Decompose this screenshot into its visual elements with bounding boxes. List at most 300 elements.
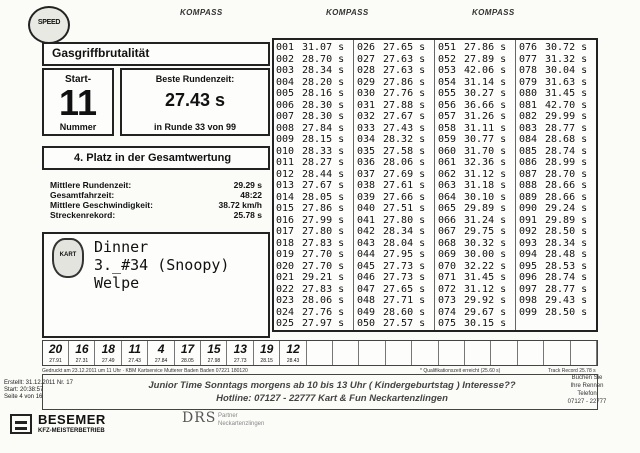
lap-number: 021 xyxy=(276,272,295,283)
info-line: Seite 4 von 16 xyxy=(4,394,43,400)
lap-row xyxy=(436,261,517,273)
lap-row xyxy=(517,100,598,112)
lap-number: 086 xyxy=(519,157,538,168)
start-number-box xyxy=(42,68,114,136)
lap-number: 043 xyxy=(357,237,376,249)
driver-line: Dinner xyxy=(94,238,149,256)
lap-time: 27.86 s xyxy=(464,42,507,53)
lap-time: 27.97 s xyxy=(302,318,345,329)
lap-number: 030 xyxy=(357,88,376,99)
lap-time: 28.50 s xyxy=(545,226,588,237)
stat-label: Gesamtfahrzeit: xyxy=(50,190,115,200)
brand-mark-1: KOMPASS xyxy=(180,8,223,17)
lap-time: 29.89 s xyxy=(545,214,588,226)
position-number: 13 xyxy=(233,342,247,356)
lap-row xyxy=(274,249,355,261)
lap-time: 29.99 s xyxy=(545,111,588,122)
drs-sub-line: Partner xyxy=(218,413,238,419)
position-number: 18 xyxy=(101,342,115,356)
lap-time: 31.26 s xyxy=(464,111,507,122)
position-lap-time: 27.91 xyxy=(49,358,62,364)
lap-column xyxy=(436,42,517,330)
lap-row xyxy=(355,272,436,284)
besemer-subtitle: KFZ-MEISTERBETRIEB xyxy=(38,428,105,434)
lap-time: 27.80 s xyxy=(302,226,345,237)
best-lap-sublabel: in Runde 33 von 99 xyxy=(153,122,237,132)
lap-row xyxy=(517,272,598,284)
lap-time: 28.30 s xyxy=(302,111,345,122)
lap-row xyxy=(517,111,598,123)
lap-number: 058 xyxy=(438,122,457,134)
lap-row xyxy=(355,226,436,238)
position-number: 11 xyxy=(128,342,141,356)
start-sublabel: Nummer xyxy=(59,122,97,132)
lap-row xyxy=(436,295,517,307)
lap-row xyxy=(517,215,598,227)
lap-row xyxy=(355,307,436,319)
lap-time: 30.10 s xyxy=(464,191,507,203)
lap-row xyxy=(517,54,598,66)
lap-row xyxy=(517,295,598,307)
lap-row xyxy=(274,261,355,273)
stat-label: Mittlere Rundenzeit: xyxy=(50,180,132,190)
lap-time: 27.84 s xyxy=(302,122,345,134)
lap-time: 27.70 s xyxy=(302,249,345,260)
lap-number: 063 xyxy=(438,180,457,191)
driver-line: 3._#34 (Snoopy) xyxy=(94,256,230,274)
lap-number: 037 xyxy=(357,168,376,180)
lap-row xyxy=(274,65,355,77)
lap-row xyxy=(436,123,517,135)
lap-row xyxy=(436,192,517,204)
lap-number: 028 xyxy=(357,65,376,76)
lap-number: 038 xyxy=(357,180,376,191)
lap-number: 018 xyxy=(276,237,295,249)
lap-time: 28.66 s xyxy=(545,191,588,203)
position-number: 20 xyxy=(48,342,63,356)
lap-time: 28.34 s xyxy=(302,65,345,76)
lap-time: 27.61 s xyxy=(383,180,426,191)
besemer-sponsor xyxy=(10,412,170,438)
column-divider xyxy=(434,40,435,330)
lap-time: 28.77 s xyxy=(545,122,588,134)
lap-number: 057 xyxy=(438,111,457,122)
position-cell xyxy=(413,341,439,365)
logo-text: SPEED xyxy=(37,19,61,26)
lap-number: 039 xyxy=(357,191,376,203)
lap-number: 012 xyxy=(276,168,295,180)
lap-time: 32.36 s xyxy=(464,157,507,168)
lap-number: 013 xyxy=(276,180,295,191)
lap-number: 073 xyxy=(438,295,457,306)
lap-number: 092 xyxy=(519,226,538,237)
lap-time: 31.11 s xyxy=(464,122,507,134)
qualification-note: * Qualifikationszeit erreicht (25.60 s) xyxy=(420,368,501,374)
lap-time: 28.74 s xyxy=(545,272,588,283)
position-lap-time: 27.73 xyxy=(234,358,247,364)
lap-row xyxy=(517,192,598,204)
lap-row xyxy=(355,88,436,100)
lap-row xyxy=(355,249,436,261)
column-divider xyxy=(353,40,354,330)
lap-row xyxy=(355,238,436,250)
lap-number: 035 xyxy=(357,145,376,157)
lap-number: 077 xyxy=(519,53,538,65)
lap-row xyxy=(517,284,598,296)
lap-number: 078 xyxy=(519,65,538,76)
lap-time: 42.06 s xyxy=(464,65,507,76)
lap-row xyxy=(355,54,436,66)
position-lap-time: 27.31 xyxy=(75,358,89,364)
lap-time: 27.43 s xyxy=(383,122,426,134)
position-number: 16 xyxy=(75,342,89,356)
lap-row xyxy=(274,318,355,330)
lap-row xyxy=(436,134,517,146)
column-divider xyxy=(515,40,516,330)
position-cell xyxy=(149,341,175,365)
lap-number: 066 xyxy=(438,214,457,226)
lap-time: 28.60 s xyxy=(383,306,426,318)
lap-number: 094 xyxy=(519,249,538,260)
lap-time: 30.72 s xyxy=(545,42,588,53)
lap-row xyxy=(517,123,598,135)
lap-row xyxy=(274,77,355,89)
lap-number: 031 xyxy=(357,99,376,111)
lap-number: 064 xyxy=(438,191,457,203)
lap-time: 27.73 s xyxy=(383,260,426,272)
lap-number: 088 xyxy=(519,180,538,191)
stat-value: 48:22 xyxy=(240,190,262,200)
lap-number: 020 xyxy=(276,260,295,272)
booking-box xyxy=(560,374,614,406)
brand-mark-3: KOMPASS xyxy=(472,8,515,17)
lap-number: 044 xyxy=(357,249,376,260)
lap-row xyxy=(274,272,355,284)
stat-value: 25.78 s xyxy=(233,210,262,220)
lap-row xyxy=(517,307,598,319)
lap-row xyxy=(517,42,598,54)
best-lap-box xyxy=(120,68,270,136)
lap-row xyxy=(436,169,517,181)
lap-row xyxy=(274,192,355,204)
stats-list xyxy=(50,180,262,220)
lap-time: 30.00 s xyxy=(464,249,507,260)
lap-number: 033 xyxy=(357,122,376,134)
lap-column xyxy=(355,42,436,330)
lap-number: 010 xyxy=(276,145,295,157)
lap-time: 27.67 s xyxy=(383,111,426,122)
lap-time: 31.12 s xyxy=(464,283,507,295)
stat-value: 38.72 km/h xyxy=(218,200,262,210)
lap-time: 27.51 s xyxy=(383,203,426,214)
lap-number: 053 xyxy=(438,65,457,76)
drs-sponsor: DRS xyxy=(182,410,217,426)
lap-time: 29.89 s xyxy=(464,203,507,214)
position-cell xyxy=(360,341,386,365)
position-lap-time: 27.49 xyxy=(102,358,115,364)
lap-time: 28.05 s xyxy=(302,191,345,203)
lap-row xyxy=(274,226,355,238)
lap-number: 050 xyxy=(357,318,376,329)
position-cell xyxy=(333,341,359,365)
lap-row xyxy=(517,157,598,169)
lap-row xyxy=(436,77,517,89)
lap-row xyxy=(274,284,355,296)
lap-number: 098 xyxy=(519,295,538,306)
driver-names xyxy=(94,238,229,292)
stat-row xyxy=(50,210,262,220)
lap-time: 27.66 s xyxy=(383,191,426,203)
lap-time: 31.45 s xyxy=(545,88,588,99)
lap-number: 090 xyxy=(519,203,538,214)
lap-number: 067 xyxy=(438,226,457,237)
position-cell xyxy=(518,341,544,365)
stat-row xyxy=(50,190,262,200)
lap-time: 30.04 s xyxy=(545,65,588,76)
lap-number: 004 xyxy=(276,76,295,88)
lap-row xyxy=(436,100,517,112)
lap-row xyxy=(355,65,436,77)
emblem-text: KART xyxy=(59,252,77,258)
lap-row xyxy=(274,215,355,227)
lap-number: 042 xyxy=(357,226,376,237)
lap-number: 026 xyxy=(357,42,376,53)
lap-row xyxy=(517,134,598,146)
lap-row xyxy=(436,65,517,77)
stat-label: Mittlere Geschwindigkeit: xyxy=(50,200,153,210)
lap-number: 051 xyxy=(438,42,457,53)
lap-row xyxy=(355,169,436,181)
besemer-name: BESEMER xyxy=(38,412,106,427)
lap-time: 29.75 s xyxy=(464,226,507,237)
lap-time: 27.89 s xyxy=(464,53,507,65)
advert-line-1: Junior Time Sonntags morgens ab 10 bis 13 Uhr ( Kindergeburtstag ) Interesse?? xyxy=(148,380,516,391)
lap-number: 040 xyxy=(357,203,376,214)
lap-row xyxy=(355,295,436,307)
position-cell xyxy=(122,341,148,365)
lap-number: 074 xyxy=(438,306,457,318)
lap-time: 28.32 s xyxy=(383,134,426,145)
lap-time: 27.99 s xyxy=(302,214,345,226)
position-cell xyxy=(545,341,571,365)
lap-number: 079 xyxy=(519,76,538,88)
position-cell xyxy=(175,341,201,365)
lap-number: 032 xyxy=(357,111,376,122)
lap-number: 099 xyxy=(519,306,538,318)
lap-number: 027 xyxy=(357,53,376,65)
lap-number: 059 xyxy=(438,134,457,145)
lap-number: 003 xyxy=(276,65,295,76)
lap-number: 022 xyxy=(276,283,295,295)
lap-number: 017 xyxy=(276,226,295,237)
lap-row xyxy=(355,318,436,330)
lap-row xyxy=(355,146,436,158)
position-number: 12 xyxy=(286,342,300,356)
lap-time: 28.74 s xyxy=(545,145,588,157)
best-lap-time: 27.43 s xyxy=(164,90,226,110)
lap-number: 085 xyxy=(519,145,538,157)
lap-number: 049 xyxy=(357,306,376,318)
lap-number: 096 xyxy=(519,272,538,283)
lap-row xyxy=(436,238,517,250)
lap-number: 054 xyxy=(438,76,457,88)
info-line: Erstellt: 31.12.2011 Nr. 17 xyxy=(4,380,73,386)
lap-number: 034 xyxy=(357,134,376,145)
position-cell xyxy=(465,341,491,365)
lap-time: 27.73 s xyxy=(383,272,426,283)
lap-time: 28.30 s xyxy=(302,99,345,111)
position-number: 4 xyxy=(157,342,165,356)
lap-time: 29.67 s xyxy=(464,306,507,318)
lap-time: 27.76 s xyxy=(302,306,345,318)
team-name: Gasgriffbrutalität xyxy=(52,46,150,60)
lap-time: 31.07 s xyxy=(302,42,345,53)
lap-row xyxy=(436,111,517,123)
start-number: 11 xyxy=(58,82,98,123)
lap-time: 31.14 s xyxy=(464,76,507,88)
placement-box xyxy=(42,146,270,170)
lap-number: 072 xyxy=(438,283,457,295)
lap-time: 28.68 s xyxy=(545,134,588,145)
lap-number: 082 xyxy=(519,111,538,122)
lap-number: 061 xyxy=(438,157,457,168)
position-lap-time: 28.15 xyxy=(260,358,273,364)
position-cell xyxy=(571,341,597,365)
lap-row xyxy=(274,146,355,158)
lap-row xyxy=(517,77,598,89)
booking-line: Ihre Rennen xyxy=(570,383,604,389)
lap-time: 36.66 s xyxy=(464,99,507,111)
lap-number: 009 xyxy=(276,134,295,145)
lap-time: 28.20 s xyxy=(302,76,345,88)
lap-row xyxy=(355,157,436,169)
lap-row xyxy=(517,203,598,215)
lap-row xyxy=(274,307,355,319)
lap-number: 083 xyxy=(519,122,538,134)
lap-column xyxy=(274,42,355,330)
position-number: 15 xyxy=(207,342,221,356)
lap-number: 036 xyxy=(357,157,376,168)
lap-number: 015 xyxy=(276,203,295,214)
lap-row xyxy=(355,134,436,146)
position-cell xyxy=(228,341,254,365)
lap-number: 007 xyxy=(276,111,295,122)
lap-row xyxy=(274,180,355,192)
lap-number: 095 xyxy=(519,260,538,272)
position-lap-time: 27.84 xyxy=(154,358,168,364)
lap-number: 055 xyxy=(438,88,457,99)
driver-box xyxy=(42,232,270,338)
position-cell xyxy=(69,341,95,365)
lap-row xyxy=(274,238,355,250)
lap-row xyxy=(274,295,355,307)
placement-text: 4. Platz in der Gesamtwertung xyxy=(74,152,232,164)
lap-number: 023 xyxy=(276,295,295,306)
lap-time: 27.67 s xyxy=(302,180,345,191)
lap-row xyxy=(436,307,517,319)
lap-row xyxy=(274,134,355,146)
lap-time: 27.71 s xyxy=(383,295,426,306)
lap-row xyxy=(517,249,598,261)
print-info xyxy=(4,380,84,401)
lap-time: 30.32 s xyxy=(464,237,507,249)
lap-row xyxy=(274,111,355,123)
print-note: Gedruckt am 23.12.2011 um 11 Uhr · KBM Kartservice Mutterer Baden Baden 07221 180120 xyxy=(42,368,248,374)
lap-time: 29.43 s xyxy=(545,295,588,306)
lap-number: 097 xyxy=(519,283,538,295)
lap-time: 31.32 s xyxy=(545,53,588,65)
booking-line: Telefon xyxy=(577,391,597,397)
lap-row xyxy=(436,146,517,158)
position-strip xyxy=(42,340,598,366)
lap-row xyxy=(436,54,517,66)
position-cell xyxy=(307,341,333,365)
lap-row xyxy=(436,226,517,238)
lap-time: 28.48 s xyxy=(545,249,588,260)
brand-mark-2: KOMPASS xyxy=(326,8,369,17)
lap-row xyxy=(517,180,598,192)
booking-line: Buchen Sie xyxy=(571,375,603,381)
drs-sub-line: Neckartenzlingen xyxy=(218,421,265,427)
lap-time: 30.27 s xyxy=(464,88,507,99)
track-record-note: Track Record 25.78 s xyxy=(548,368,596,374)
lap-time: 28.77 s xyxy=(545,283,588,295)
driver-line: Welpe xyxy=(94,274,140,292)
position-lap-time: 27.43 xyxy=(128,358,141,364)
position-cell xyxy=(386,341,412,365)
lap-time: 28.44 s xyxy=(302,168,345,180)
lap-time: 27.58 s xyxy=(383,145,426,157)
lap-number: 048 xyxy=(357,295,376,306)
lap-time: 31.45 s xyxy=(464,272,507,283)
lap-time: 27.83 s xyxy=(302,283,345,295)
lap-time: 28.33 s xyxy=(302,145,345,157)
lap-row xyxy=(517,146,598,158)
lap-number: 091 xyxy=(519,214,538,226)
best-lap-label: Beste Rundenzeit: xyxy=(155,74,235,84)
lap-time: 28.06 s xyxy=(383,157,426,168)
lap-time: 28.04 s xyxy=(383,237,426,249)
lap-row xyxy=(517,261,598,273)
lap-row xyxy=(436,272,517,284)
lap-number: 041 xyxy=(357,214,376,226)
lap-time: 28.06 s xyxy=(302,295,345,306)
position-lap-time: 28.43 xyxy=(286,358,300,364)
lap-time: 29.24 s xyxy=(545,203,588,214)
lap-row xyxy=(436,88,517,100)
lap-row xyxy=(436,318,517,330)
lap-time: 27.65 s xyxy=(383,42,426,53)
lap-time: 28.15 s xyxy=(302,134,345,145)
kart-emblem xyxy=(52,238,84,278)
lap-row xyxy=(436,249,517,261)
lap-number: 052 xyxy=(438,53,457,65)
lap-time: 28.99 s xyxy=(545,157,588,168)
lap-number: 019 xyxy=(276,249,295,260)
position-cell xyxy=(254,341,280,365)
lap-row xyxy=(355,192,436,204)
lap-number: 070 xyxy=(438,260,457,272)
lap-time: 32.22 s xyxy=(464,260,507,272)
position-cell xyxy=(439,341,465,365)
drs-subtitle xyxy=(218,412,264,428)
position-lap-time: 28.05 xyxy=(181,358,194,364)
lap-number: 062 xyxy=(438,168,457,180)
position-number: 19 xyxy=(260,342,274,356)
lap-number: 006 xyxy=(276,99,295,111)
lap-row xyxy=(355,261,436,273)
lap-row xyxy=(355,215,436,227)
